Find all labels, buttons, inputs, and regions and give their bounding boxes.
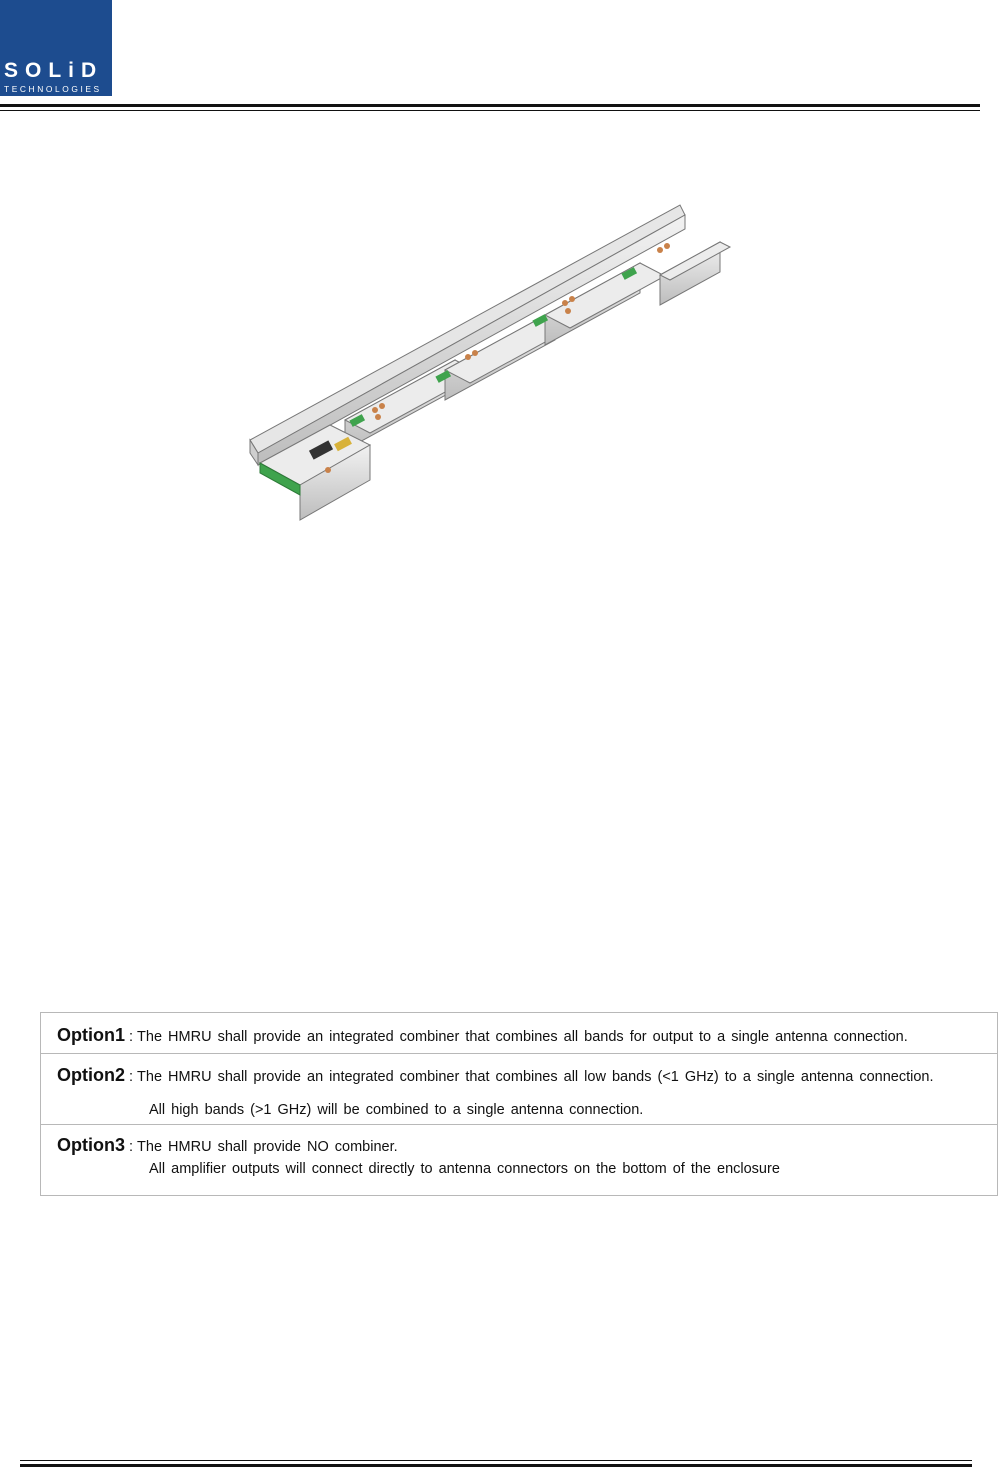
- back-rail: [250, 205, 685, 453]
- option-2-continuation: All high bands (>1 GHz) will be combined to a single antenna connection.: [149, 1102, 644, 1118]
- option-1-label: Option1: [57, 1025, 125, 1045]
- option-3-label: Option3: [57, 1135, 125, 1155]
- option-cell-1: [41, 1013, 998, 1054]
- footer-rule-thick: [20, 1464, 972, 1467]
- option-1-separator: :: [129, 1029, 134, 1045]
- rail-face: [258, 215, 685, 465]
- option-row-2: [41, 1054, 998, 1125]
- option-row-1: [41, 1013, 998, 1054]
- option-cell-3: [41, 1125, 998, 1196]
- option-2-text: The HMRU shall provide an integrated combiner that combines all low bands (<1 GHz) to a single antenna connection.: [137, 1069, 934, 1085]
- option-2-separator: :: [129, 1069, 134, 1085]
- option-row-3: [41, 1125, 998, 1196]
- header-rule-thin: [0, 110, 980, 111]
- option-cell-2: [41, 1054, 998, 1125]
- logo-main-text: SOLiD: [4, 59, 104, 82]
- footer-rule-thin: [20, 1460, 972, 1461]
- logo-sub-text: TECHNOLOGIES: [4, 84, 102, 94]
- hmru-enclosure-illustration: [240, 195, 740, 530]
- option-3-continuation: All amplifier outputs will connect directly to antenna connectors on the bottom of the enclosure: [149, 1161, 780, 1177]
- option-2-label: Option2: [57, 1065, 125, 1085]
- header-rule-thick: [0, 104, 980, 107]
- option-1-text: The HMRU shall provide an integrated combiner that combines all bands for output to a single antenna connection.: [137, 1029, 908, 1045]
- combiner-options-table: [40, 1012, 998, 1196]
- option-3-text: The HMRU shall provide NO combiner.: [137, 1139, 398, 1155]
- option-3-separator: :: [129, 1139, 134, 1155]
- company-logo: [0, 0, 112, 96]
